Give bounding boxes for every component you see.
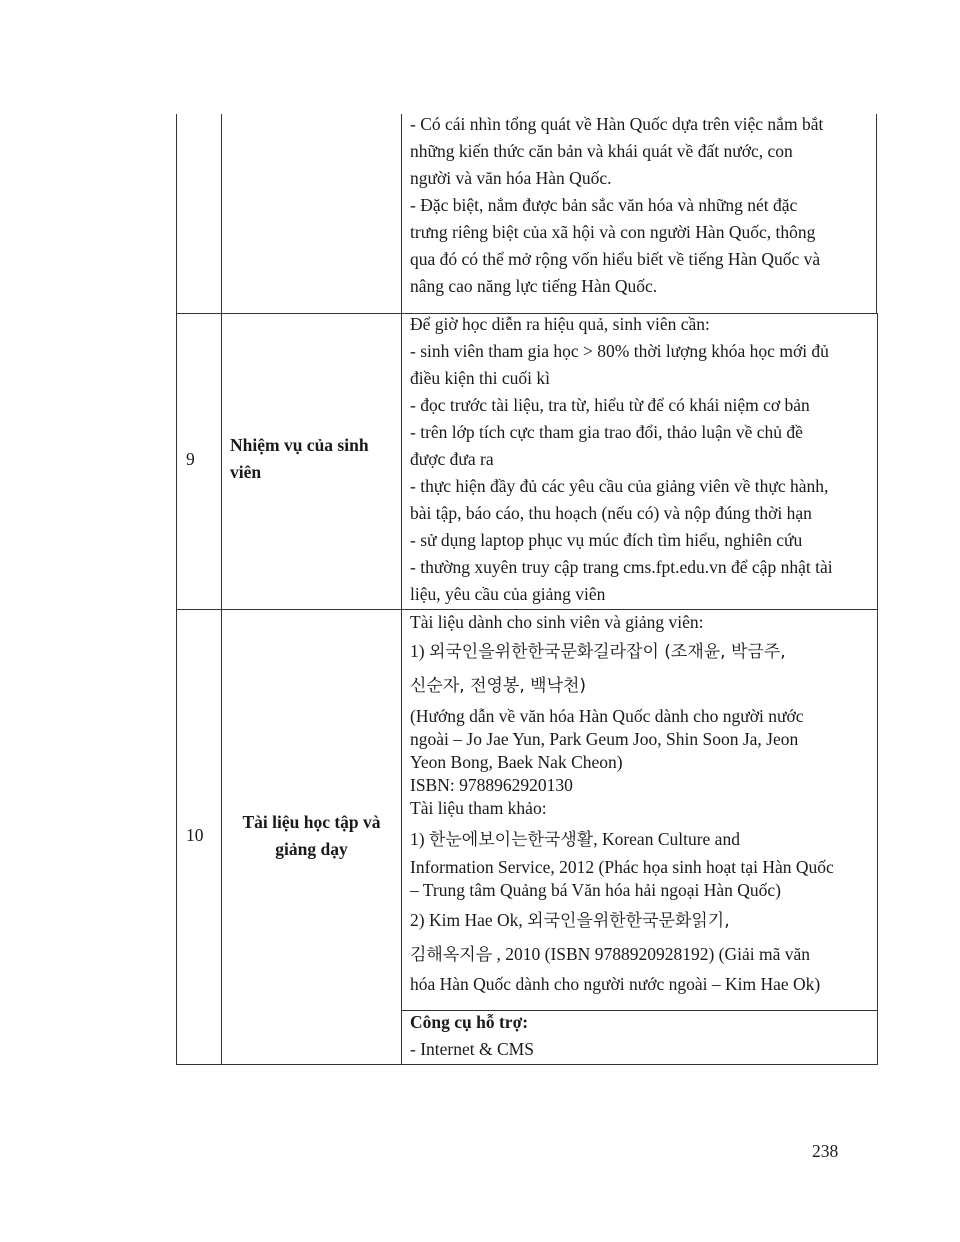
table-border-right-top: [876, 114, 877, 314]
text-line: Yeon Bong, Baek Nak Cheon): [410, 752, 623, 772]
ref2-author: 2) Kim Hae Ok,: [410, 910, 528, 930]
korean-title: 외국인을위한한국문화길라잡이 (조재윤, 박금주,: [428, 642, 786, 662]
korean-author: 김해옥지음: [410, 945, 493, 965]
text-line: – Trung tâm Quảng bá Văn hóa hải ngoại Hàn Quốc): [410, 880, 782, 900]
isbn-line: ISBN: 9788962920130: [410, 775, 573, 795]
ref1-publisher: , Korean Culture and: [593, 829, 740, 849]
ref2-details: , 2010 (ISBN 9788920928192) (Giải mã văn: [492, 944, 811, 964]
ref1-line1: [410, 826, 740, 854]
text-line: - thực hiện đầy đủ các yêu cầu của giảng viên về thực hành,: [410, 476, 829, 496]
row-title: giảng dạy: [275, 839, 348, 859]
text-line: liệu, yêu cầu của giảng viên: [410, 584, 606, 604]
text-line: ngoài – Jo Jae Yun, Park Geum Joo, Shin Soon Ja, Jeon: [410, 729, 799, 749]
book1-title-line1: [410, 638, 786, 666]
table-border-left: [176, 114, 177, 1065]
row-title: viên: [230, 462, 262, 482]
text-line: điều kiện thi cuối kì: [410, 368, 550, 388]
text-line: bài tập, báo cáo, thu hoạch (nếu có) và nộp đúng thời hạn: [410, 503, 812, 523]
row-number: 10: [186, 825, 204, 845]
text-line: nâng cao năng lực tiếng Hàn Quốc.: [410, 276, 658, 296]
text-line: - sinh viên tham gia học > 80% thời lượng khóa học mới đủ: [410, 341, 829, 361]
tools-heading: Công cụ hỗ trợ:: [410, 1012, 529, 1032]
text-line: - trên lớp tích cực tham gia trao đổi, thảo luận về chủ đề: [410, 422, 803, 442]
text-line: - sử dụng laptop phục vụ múc đích tìm hiểu, nghiên cứu: [410, 530, 803, 550]
text-line: Tài liệu dành cho sinh viên và giảng viên:: [410, 612, 704, 632]
table-border-bottom: [176, 1064, 878, 1065]
text-line: - thường xuyên truy cập trang cms.fpt.edu.vn để cập nhật tài: [410, 557, 833, 577]
tools-item: - Internet & CMS: [410, 1039, 534, 1059]
text-line: được đưa ra: [410, 449, 494, 469]
korean-title: 한눈에보이는한국생활: [428, 830, 594, 850]
text-line: người và văn hóa Hàn Quốc.: [410, 168, 612, 188]
text-line: những kiến thức căn bản và khái quát về đất nước, con: [410, 141, 793, 161]
text-line: - Đặc biệt, nắm được bản sắc văn hóa và những nét đặc: [410, 195, 798, 215]
table-border-right: [877, 313, 878, 1065]
ref2-line1: [410, 907, 730, 935]
text-line: (Hướng dẫn về văn hóa Hàn Quốc dành cho người nước: [410, 706, 804, 726]
text-line: qua đó có thể mở rộng vốn hiểu biết về tiếng Hàn Quốc và: [410, 249, 821, 269]
row-title: Tài liệu học tập và: [242, 812, 381, 832]
text-line: - Có cái nhìn tổng quát về Hàn Quốc dựa trên việc nắm bắt: [410, 114, 824, 134]
page-number: 238: [812, 1141, 839, 1161]
text-line: Để giờ học diễn ra hiệu quả, sinh viên cần:: [410, 314, 710, 334]
text-line: - đọc trước tài liệu, tra từ, hiểu từ để có khái niệm cơ bản: [410, 395, 810, 415]
row-title: Nhiệm vụ của sinh: [230, 435, 369, 455]
korean-title: 외국인을위한한국문화읽기,: [527, 911, 730, 931]
table-divider-col1: [221, 114, 222, 1065]
text-line: hóa Hàn Quốc dành cho người nước ngoài – Kim Hae Ok): [410, 974, 821, 994]
book1-title-line2: 신순자, 전영봉, 백낙천): [410, 676, 587, 696]
table-divider-col2: [401, 114, 402, 1065]
list-marker: 1): [410, 641, 429, 661]
ref2-line2: [410, 941, 810, 969]
text-line: Information Service, 2012 (Phác họa sinh hoạt tại Hàn Quốc: [410, 857, 834, 877]
reference-heading: Tài liệu tham khảo:: [410, 798, 547, 818]
text-line: trưng riêng biệt của xã hội và con người Hàn Quốc, thông: [410, 222, 816, 242]
list-marker: 1): [410, 829, 429, 849]
row-number: 9: [186, 449, 195, 469]
